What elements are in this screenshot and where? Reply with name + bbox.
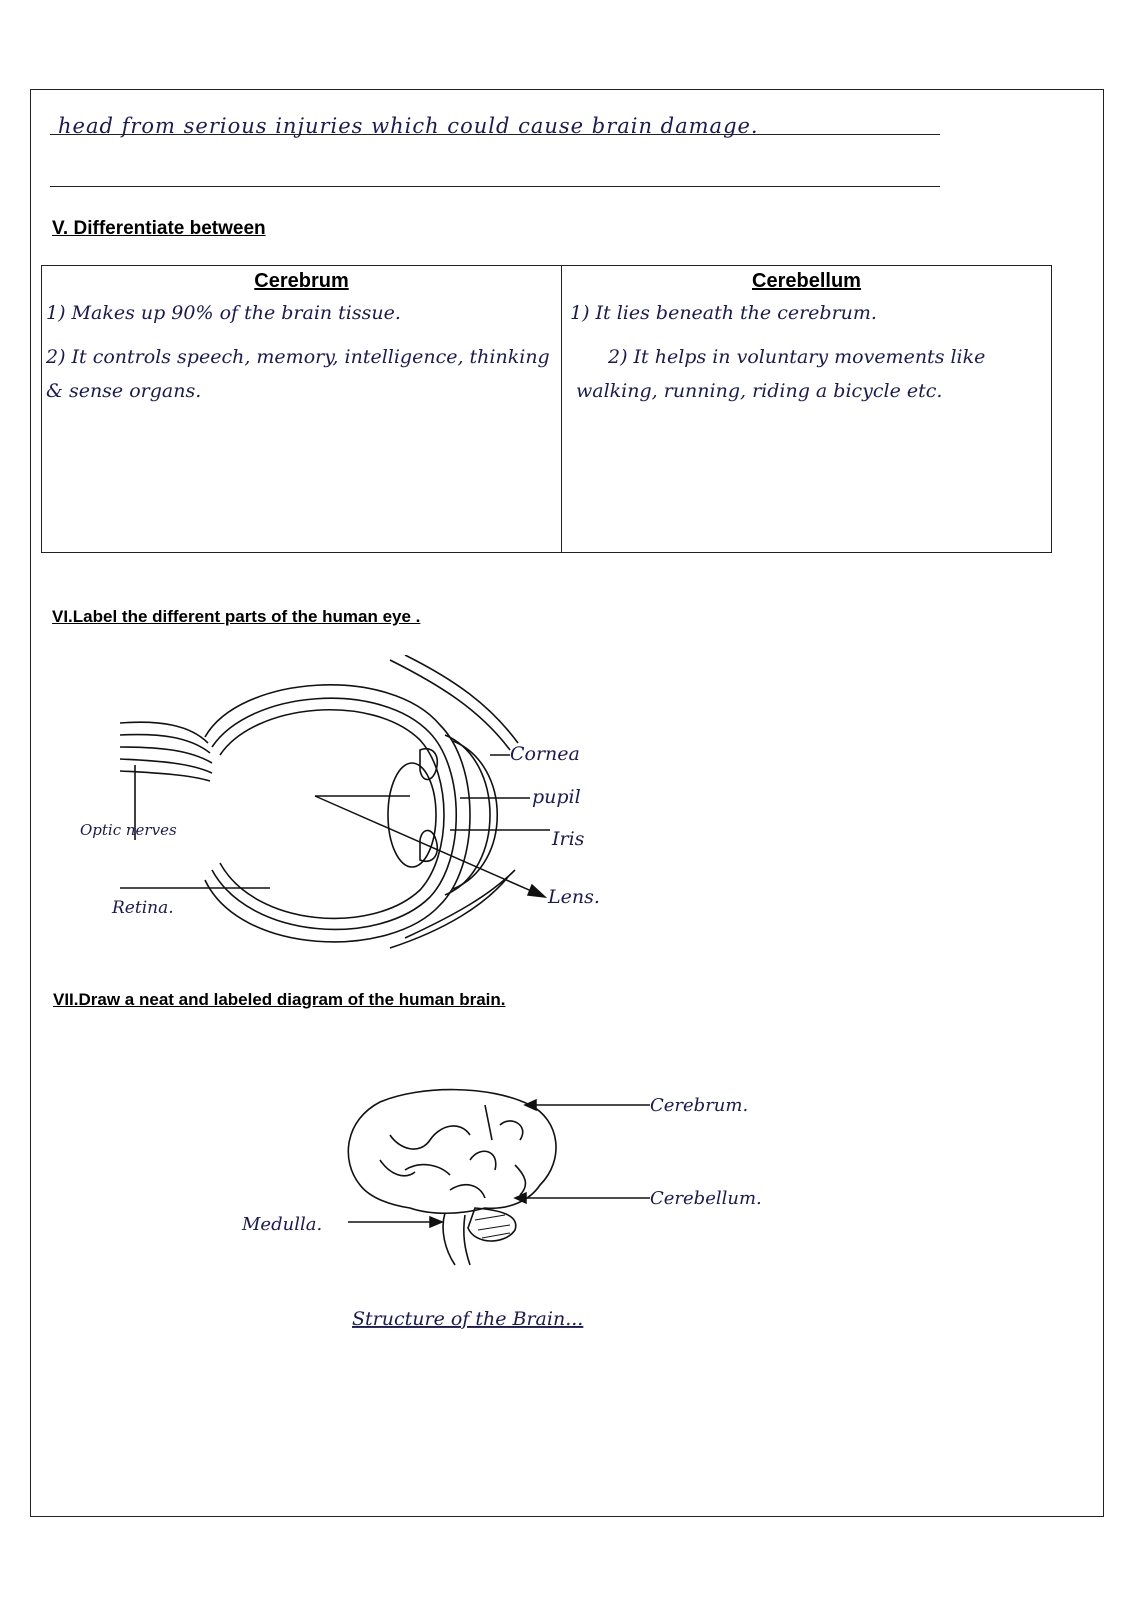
brain-medulla <box>443 1213 470 1265</box>
cerebrum-point-1: 1) Makes up 90% of the brain tissue. <box>46 302 401 324</box>
cerebrum-point-3: & sense organs. <box>46 380 202 402</box>
eye-cornea <box>445 735 490 895</box>
cerebellum-point-2: 2) It helps in voluntary movements like <box>608 346 986 368</box>
section-vi-heading: VI.Label the different parts of the human eye . <box>52 607 421 626</box>
eye-label-cornea: Cornea <box>510 743 580 765</box>
cerebellum-point-1: 1) It lies beneath the cerebrum. <box>570 302 877 324</box>
brain-label-cerebrum: Cerebrum. <box>650 1095 749 1116</box>
eye-sclera-outer <box>205 685 470 942</box>
cerebrum-point-2: 2) It controls speech, memory, intelligence, thinking <box>46 346 550 368</box>
brain-caption: Structure of the Brain... <box>352 1308 584 1330</box>
answer-rule-1 <box>50 134 940 135</box>
differentiate-table <box>41 265 1052 553</box>
eye-label-pupil: pupil <box>532 786 581 808</box>
section-v-heading: V. Differentiate between <box>52 218 266 239</box>
eye-label-retina: Retina. <box>112 898 174 918</box>
optic-nerve <box>120 722 212 781</box>
eye-label-iris: Iris <box>552 828 585 850</box>
eye-choroid <box>220 710 444 919</box>
eye-label-lens: Lens. <box>548 886 600 908</box>
cerebrum-column-title: Cerebrum <box>254 270 349 292</box>
eye-diagram <box>60 655 700 975</box>
brain-label-cerebellum: Cerebellum. <box>650 1188 762 1209</box>
top-answer-text: head from serious injuries which could cause brain damage. <box>58 114 759 138</box>
brain-label-medulla: Medulla. <box>242 1214 323 1235</box>
cerebellum-column-title: Cerebellum <box>752 270 861 292</box>
cerebellum-point-3: walking, running, riding a bicycle etc. <box>576 380 943 402</box>
cerebrum-column <box>42 266 562 553</box>
cerebellum-column <box>562 266 1052 553</box>
brain-diagram <box>230 1080 790 1370</box>
section-vii-heading: VII.Draw a neat and labeled diagram of the human brain. <box>53 990 506 1009</box>
answer-rule-2 <box>50 186 940 187</box>
eye-label-optic: Optic nerves <box>80 821 177 839</box>
